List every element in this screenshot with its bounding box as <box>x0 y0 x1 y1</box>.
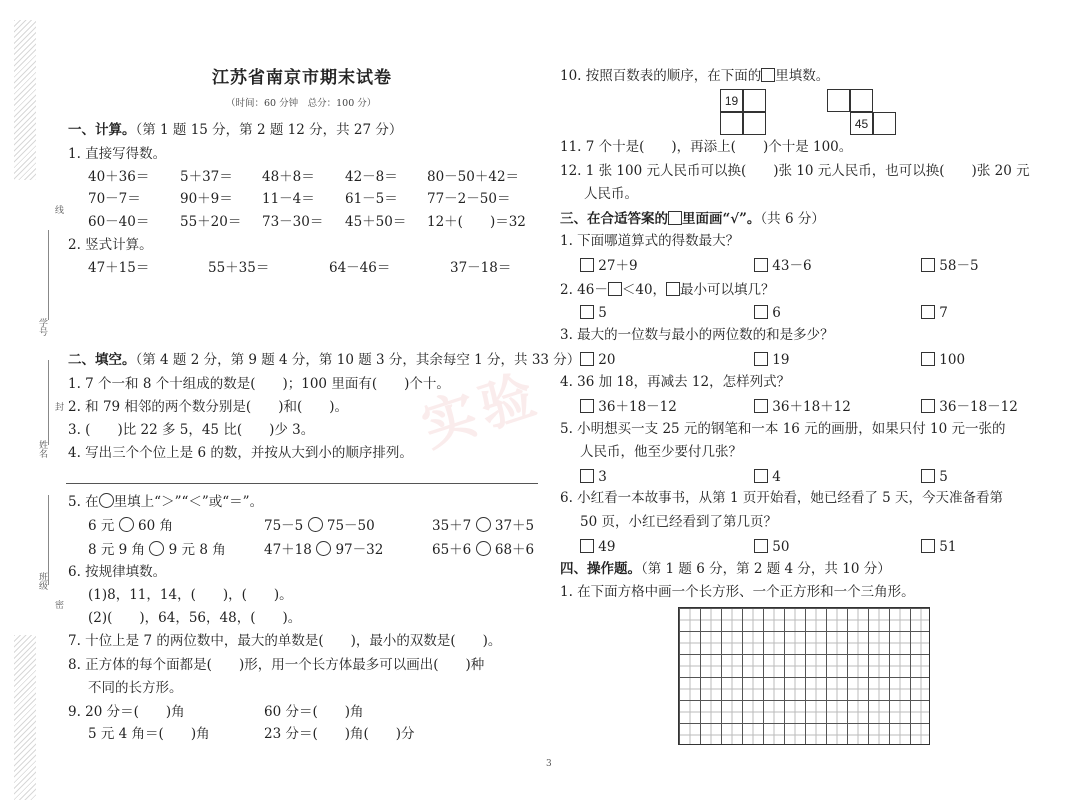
option-label: 20 <box>598 352 616 368</box>
s2-q3: 3. ( )比 22 多 5，45 比( )少 3。 <box>68 422 315 438</box>
compare-left: 8 元 9 角 <box>88 542 146 558</box>
margin-label-class: 班级 <box>37 572 47 590</box>
s1-q1-label: 1. 直接写得数。 <box>68 146 167 162</box>
s2-q9-r1c1: 9. 20 分＝( )角 <box>68 704 185 720</box>
option-label: 7 <box>939 305 948 321</box>
calc-r3c2: 55＋20＝ <box>180 214 242 230</box>
section3-note: （共 6 分） <box>760 211 825 227</box>
margin-label-id: 学号 <box>37 318 47 336</box>
compare-circle[interactable] <box>149 541 164 556</box>
s3-q6-cont: 50 页，小红已经看到了第几页？ <box>580 514 777 530</box>
checkbox[interactable] <box>921 352 935 366</box>
hundred-cell-45: 45 <box>850 112 873 135</box>
s2-q8b: 不同的长方形。 <box>88 680 183 696</box>
page-number: 3 <box>546 759 552 769</box>
calc-r2c4: 61－5＝ <box>345 191 398 207</box>
hundred-cell-blank[interactable] <box>827 89 850 112</box>
s2-q5 <box>68 493 263 510</box>
s3-q1: 1. 下面哪道算式的得数最大？ <box>560 233 740 249</box>
calc-r2c3: 11－4＝ <box>262 191 315 207</box>
s3-q2-pre: 2. 46－ <box>560 282 608 298</box>
s2-q7: 7. 十位上是 7 的两位数中，最大的单数是( )，最小的双数是( )。 <box>68 633 502 649</box>
margin-line-2 <box>48 360 49 445</box>
s3-q2-mid: ＜40， <box>621 282 667 298</box>
compare-left: 35＋7 <box>432 518 472 534</box>
calc-r1c5: 80－50＋42＝ <box>427 169 520 185</box>
s2-q2: 2. 和 79 相邻的两个数分别是( )和( )。 <box>68 399 348 415</box>
divider <box>66 483 538 484</box>
section2-heading: 二、填空。 <box>68 352 136 368</box>
s3-q3-opt-a[interactable] <box>580 352 615 368</box>
s3-q5: 5. 小明想买一支 25 元的钢笔和一本 16 元的画册，如果只付 10 元一张的 <box>560 421 1006 437</box>
hundred-cell-blank[interactable] <box>873 112 896 135</box>
checkbox[interactable] <box>921 399 935 413</box>
checkbox[interactable] <box>921 305 935 319</box>
checkbox[interactable] <box>754 539 768 553</box>
option-label: 58－5 <box>939 258 979 274</box>
option-label: 4 <box>772 469 781 485</box>
vertical-2: 55＋35＝ <box>208 260 270 276</box>
s2-q12a: 12. 1 张 100 元人民币可以换( )张 10 元人民币，也可以换( )张 20 元 <box>560 163 1030 179</box>
section1-header <box>68 124 402 138</box>
margin-cut-3: 密 <box>53 600 63 609</box>
s1-q2-label: 2. 竖式计算。 <box>68 237 153 253</box>
s2-q9-r2c2: 23 分＝( )角( )分 <box>264 726 415 742</box>
option-label: 43－6 <box>772 258 812 274</box>
compare-circle[interactable] <box>476 517 491 532</box>
s3-q4-opt-b[interactable] <box>754 399 851 415</box>
calc-r1c1: 40＋36＝ <box>88 169 150 185</box>
s2-q6: 6. 按规律填数。 <box>68 564 167 580</box>
compare-left: 6 元 <box>88 518 115 534</box>
checkbox[interactable] <box>754 399 768 413</box>
calc-r1c2: 5＋37＝ <box>180 169 233 185</box>
s2-q8a: 8. 正方体的每个面都是( )形，用一个长方体最多可以画出( )种 <box>68 657 485 673</box>
s2-q1: 1. 7 个一和 8 个十组成的数是( )；100 里面有( )个十。 <box>68 376 450 392</box>
margin-cut-2: 封 <box>53 402 63 411</box>
compare-right: 97－32 <box>335 542 384 558</box>
vertical-4: 37－18＝ <box>450 260 512 276</box>
s3-q6: 6. 小红看一本故事书，从第 1 页开始看，她已经看了 5 天，今天准备看第 <box>560 490 1004 506</box>
s3-q2-post: 最小可以填几？ <box>680 282 775 298</box>
box-icon <box>761 68 775 82</box>
option-label: 3 <box>598 469 607 485</box>
section3-heading-post: 里面画“√”。 <box>682 211 761 227</box>
option-label: 19 <box>772 352 790 368</box>
calc-r2c2: 90＋9＝ <box>180 191 233 207</box>
calc-r2c1: 70－7＝ <box>88 191 141 207</box>
compare-circle[interactable] <box>308 517 323 532</box>
box-icon <box>666 282 680 296</box>
margin-hatch-bottom <box>14 635 36 800</box>
s3-q1-opt-b[interactable] <box>754 258 812 274</box>
compare-right: 37＋5 <box>494 518 535 534</box>
margin-label-name: 姓名 <box>37 440 47 458</box>
hundred-cell-blank[interactable] <box>850 89 873 112</box>
compare-circle[interactable] <box>476 541 491 556</box>
compare-r1c3 <box>432 517 534 534</box>
s2-q6a: (1)8，11，14，( )，( )。 <box>88 587 293 603</box>
box-icon <box>668 211 682 225</box>
option-label: 5 <box>598 305 607 321</box>
hundred-cell-blank[interactable] <box>743 89 766 112</box>
checkbox[interactable] <box>580 539 594 553</box>
checkbox[interactable] <box>754 305 768 319</box>
calc-r2c5: 77－2－50＝ <box>427 191 511 207</box>
checkbox[interactable] <box>580 399 594 413</box>
watermark: 实验 <box>414 361 549 459</box>
option-label: 36＋18－12 <box>598 399 677 415</box>
s3-q1-opt-c[interactable] <box>921 258 979 274</box>
s2-q9-r2c1: 5 元 4 角＝( )角 <box>88 726 210 742</box>
checkbox[interactable] <box>754 352 768 366</box>
section3-heading-pre: 三、在合适答案的 <box>560 211 668 227</box>
checkbox[interactable] <box>754 469 768 483</box>
compare-circle[interactable] <box>316 541 331 556</box>
option-label: 6 <box>772 305 781 321</box>
margin-hatch-top <box>14 20 36 180</box>
hundred-cell-19: 19 <box>720 89 743 112</box>
compare-r2c1 <box>88 541 226 558</box>
compare-left: 65＋6 <box>432 542 472 558</box>
option-label: 100 <box>939 352 966 368</box>
option-label: 27＋9 <box>598 258 638 274</box>
s4-q1: 1. 在下面方格中画一个长方形、一个正方形和一个三角形。 <box>560 584 915 600</box>
s2-q5-post: 里填上“＞”“＜”或“＝”。 <box>113 494 264 510</box>
s3-q1-opt-a[interactable] <box>580 258 638 274</box>
hundred-cell-blank[interactable] <box>743 112 766 135</box>
s3-q6-opt-a[interactable] <box>580 539 615 555</box>
s3-q5-opt-c[interactable] <box>921 469 948 485</box>
option-label: 36＋18＋12 <box>772 399 851 415</box>
compare-right: 60 角 <box>137 518 173 534</box>
option-label: 49 <box>598 539 616 555</box>
calc-r3c4: 45＋50＝ <box>345 214 407 230</box>
s3-q5-opt-b[interactable] <box>754 469 781 485</box>
checkbox[interactable] <box>754 258 768 272</box>
compare-r2c2 <box>264 541 383 558</box>
hundred-cell-blank[interactable] <box>720 112 743 135</box>
s3-q2-opt-c[interactable] <box>921 305 948 321</box>
checkbox[interactable] <box>580 352 594 366</box>
compare-r1c1 <box>88 517 173 534</box>
compare-right: 75－50 <box>326 518 375 534</box>
checkbox[interactable] <box>580 469 594 483</box>
s3-q5-opt-a[interactable] <box>580 469 607 485</box>
compare-left: 75－5 <box>264 518 304 534</box>
vertical-3: 64－46＝ <box>329 260 391 276</box>
s3-q3: 3. 最大的一位数与最小的两位数的和是多少？ <box>560 327 834 343</box>
s2-q11: 11. 7 个十是( )，再添上( )个十是 100。 <box>560 139 853 155</box>
margin-cut-1: 线 <box>53 205 63 214</box>
checkbox[interactable] <box>580 258 594 272</box>
s2-q6b: (2)( )，64，56，48，( )。 <box>88 610 302 626</box>
option-label: 36－18－12 <box>939 399 1018 415</box>
page-subtitle: （时间：60 分钟 总分：100 分） <box>226 98 377 109</box>
s2-q10 <box>560 68 829 84</box>
s3-q3-opt-c[interactable] <box>921 352 965 368</box>
s3-q3-opt-b[interactable] <box>754 352 789 368</box>
page-title: 江苏省南京市期末试卷 <box>212 68 392 88</box>
option-label: 50 <box>772 539 790 555</box>
s3-q4-opt-a[interactable] <box>580 399 677 415</box>
section2-header <box>68 354 580 368</box>
section2-note: （第 4 题 2 分，第 9 题 4 分，第 10 题 3 分，其余每空 1 分，共 33 分） <box>135 352 581 368</box>
calc-r3c3: 73－30＝ <box>262 214 324 230</box>
s2-q10-post: 里填数。 <box>775 68 830 84</box>
s2-q12b: 人民币。 <box>584 186 638 202</box>
compare-r2c3 <box>432 541 534 558</box>
section4-heading: 四、操作题。 <box>560 561 641 577</box>
s2-q9-r1c2: 60 分＝( )角 <box>264 704 364 720</box>
drawing-grid[interactable] <box>678 607 930 745</box>
vertical-1: 47＋15＝ <box>88 260 150 276</box>
calc-r3c1: 60－40＝ <box>88 214 150 230</box>
compare-right: 9 元 8 角 <box>168 542 226 558</box>
s3-q6-opt-b[interactable] <box>754 539 789 555</box>
s3-q2-opt-b[interactable] <box>754 305 781 321</box>
s3-q4: 4. 36 加 18，再减去 12，怎样列式？ <box>560 374 791 390</box>
s3-q6-opt-c[interactable] <box>921 539 956 555</box>
calc-r1c4: 42－8＝ <box>345 169 398 185</box>
calc-r3c5: 12＋( )＝32 <box>427 214 526 230</box>
checkbox[interactable] <box>921 469 935 483</box>
s3-q2 <box>560 282 775 298</box>
s2-q10-pre: 10. 按照百数表的顺序，在下面的 <box>560 68 762 84</box>
checkbox[interactable] <box>580 305 594 319</box>
option-label: 51 <box>939 539 957 555</box>
s3-q2-opt-a[interactable] <box>580 305 607 321</box>
section3-header <box>560 211 825 227</box>
section4-note: （第 1 题 6 分，第 2 题 4 分，共 10 分） <box>641 561 891 577</box>
compare-right: 68＋6 <box>494 542 535 558</box>
compare-circle[interactable] <box>119 517 134 532</box>
box-icon <box>608 282 622 296</box>
compare-r1c2 <box>264 517 375 534</box>
s2-q4: 4. 写出三个个位上是 6 的数，并按从大到小的顺序排列。 <box>68 445 413 461</box>
calc-r1c3: 48＋8＝ <box>262 169 315 185</box>
checkbox[interactable] <box>921 258 935 272</box>
circle-icon <box>99 493 114 508</box>
compare-left: 47＋18 <box>264 542 312 558</box>
s3-q5-cont: 人民币，他至少要付几张？ <box>580 444 742 460</box>
s3-q4-opt-c[interactable] <box>921 399 1018 415</box>
margin-line-1 <box>48 230 49 320</box>
checkbox[interactable] <box>921 539 935 553</box>
section4-header <box>560 563 891 577</box>
section1-heading: 一、计算。 <box>68 122 136 138</box>
section1-note: （第 1 题 15 分，第 2 题 12 分，共 27 分） <box>135 122 403 138</box>
option-label: 5 <box>939 469 948 485</box>
s2-q5-pre: 5. 在 <box>68 494 99 510</box>
